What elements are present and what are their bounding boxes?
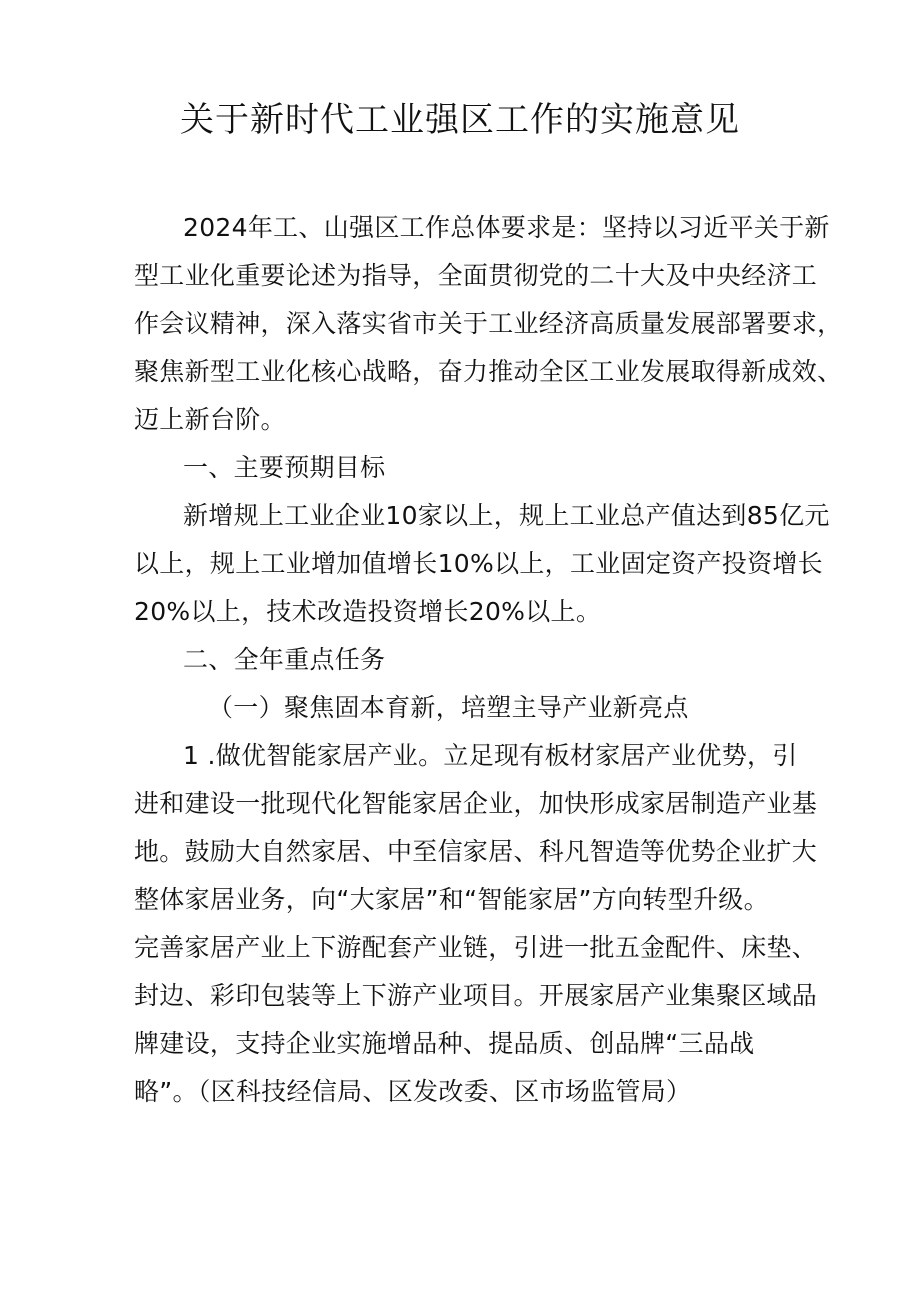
subsection-heading: （一）聚焦固本育新，培塑主导产业新亮点: [208, 693, 689, 722]
paragraph-line: 2024年工、山强区工作总体要求是：坚持以习近平关于新: [183, 213, 830, 242]
paragraph-line: 牌建设，支持企业实施增品种、提品质、创品牌“三品战: [134, 1029, 755, 1058]
paragraph-line: 作会议精神，深入落实省市关于工业经济高质量发展部署要求，: [134, 309, 843, 338]
paragraph-line: 略”。（区科技经信局、区发改委、区市场监管局）: [134, 1077, 692, 1106]
section-heading: 二、全年重点任务: [183, 645, 386, 674]
paragraph-line: 1 .做优智能家居产业。立足现有板材家居产业优势，引: [183, 741, 798, 770]
paragraph-line: 迈上新台阶。: [134, 405, 286, 434]
paragraph-line: 20%以上，技术改造投资增长20%以上。: [134, 597, 602, 626]
paragraph-line: 整体家居业务，向“大家居”和“智能家居”方向转型升级。: [134, 885, 769, 914]
paragraph-line: 地。鼓励大自然家居、中至信家居、科凡智造等优势企业扩大: [134, 837, 818, 866]
paragraph-line: 完善家居产业上下游配套产业链，引进一批五金配件、床垫、: [134, 933, 818, 962]
paragraph-line: 型工业化重要论述为指导，全面贯彻党的二十大及中央经济工: [134, 261, 818, 290]
paragraph-line: 进和建设一批现代化智能家居企业，加快形成家居制造产业基: [134, 789, 818, 818]
paragraph-line: 新增规上工业企业10家以上，规上工业总产值达到85亿元: [183, 501, 830, 530]
paragraph-line: 以上，规上工业增加值增长10%以上，工业固定资产投资增长: [134, 549, 823, 578]
section-heading: 一、主要预期目标: [183, 453, 386, 482]
paragraph-line: 聚焦新型工业化核心战略，奋力推动全区工业发展取得新成效、: [134, 357, 843, 386]
document-title: 关于新时代工业强区工作的实施意见: [180, 100, 740, 140]
paragraph-line: 封边、彩印包装等上下游产业项目。开展家居产业集聚区域品: [134, 981, 818, 1010]
